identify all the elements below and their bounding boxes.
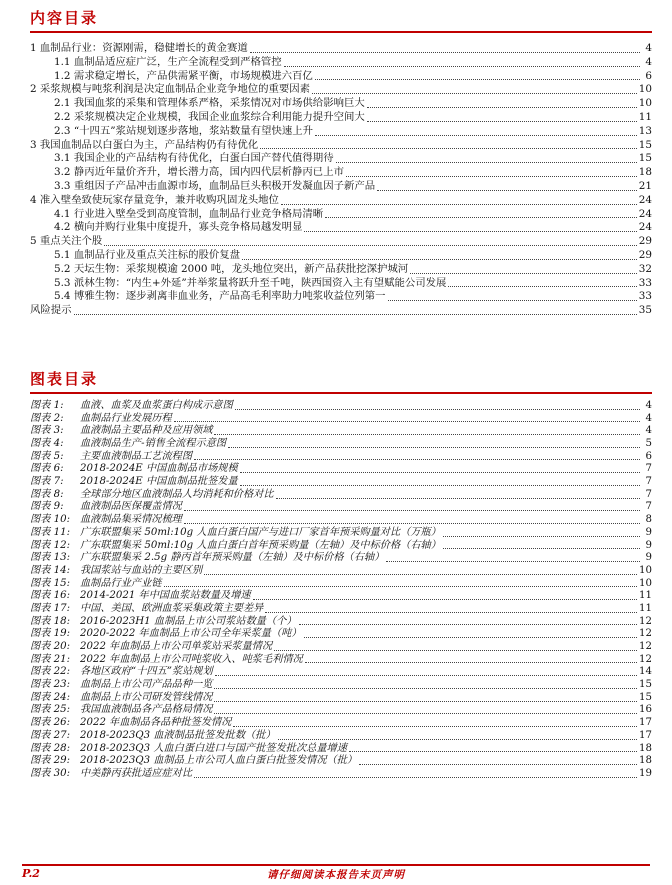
figure-entry-page: 9 bbox=[645, 552, 652, 564]
toc-entry-page: 24 bbox=[638, 207, 652, 220]
figure-entry-label: 图表 21: bbox=[30, 653, 71, 665]
figure-entry-leader-dots bbox=[274, 650, 637, 651]
toc-entry-leader-dots bbox=[250, 52, 640, 53]
figure-entry-page: 7 bbox=[645, 488, 652, 500]
toc-entry-page: 33 bbox=[638, 276, 652, 289]
toc-entry[interactable] bbox=[30, 194, 652, 208]
figure-entry[interactable] bbox=[30, 476, 652, 489]
figure-entry[interactable] bbox=[30, 730, 652, 743]
toc-entry-page: 10 bbox=[638, 83, 652, 96]
toc-entry-page: 24 bbox=[638, 221, 652, 234]
figure-entry[interactable] bbox=[30, 438, 652, 451]
toc-entry-text: 3.2 静丙近年量价齐升，增长潜力高，国内四代层析静丙已上市 bbox=[54, 166, 344, 179]
toc-entry-page: 29 bbox=[638, 248, 652, 261]
figure-entry-page: 7 bbox=[645, 463, 652, 475]
toc-entry-leader-dots bbox=[284, 66, 640, 67]
figure-entry-text: 2022 年血制品上市公司吨浆收入、吨浆毛利情况 bbox=[80, 653, 303, 665]
toc-entry-page: 15 bbox=[638, 152, 652, 165]
figure-entry-page: 14 bbox=[639, 666, 652, 678]
figure-entry-text: 血制品上市公司研发管线情况 bbox=[80, 691, 213, 703]
toc-entry[interactable] bbox=[30, 277, 652, 291]
figure-entry-text: 2018-2023Q3 血液制品批签发批数（批） bbox=[80, 729, 276, 741]
figure-entry[interactable] bbox=[30, 540, 652, 553]
toc-entry-text: 3.3 重组因子产品冲击血源市场，血制品巨头积极开发凝血因子新产品 bbox=[54, 179, 376, 192]
toc-entry[interactable] bbox=[30, 70, 652, 84]
toc-entry-leader-dots bbox=[377, 190, 637, 191]
toc-entry-page: 6 bbox=[645, 69, 652, 82]
figure-entry[interactable] bbox=[30, 603, 652, 616]
figure-entry-text: 广东联盟集采 50ml:10g 人血白蛋白国产与进口厂家首年预采购量对比（万瓶） bbox=[80, 526, 441, 538]
figure-entry-leader-dots bbox=[164, 586, 638, 587]
figure-entry-text: 各地区政府“十四五”浆站规划 bbox=[80, 666, 213, 678]
toc-entry-page: 18 bbox=[638, 166, 652, 179]
figure-entry-text: 2022 年血制品上市公司单浆站采浆量情况 bbox=[80, 641, 273, 653]
toc-entry[interactable] bbox=[30, 83, 652, 97]
figure-entry-label: 图表 5: bbox=[30, 450, 64, 462]
toc-entry-page: 32 bbox=[638, 262, 652, 275]
figure-entry-label: 图表 24: bbox=[30, 691, 71, 703]
figure-entry-leader-dots bbox=[304, 637, 637, 638]
figure-entry-page: 19 bbox=[639, 767, 652, 779]
figure-entry-text: 2014-2021 年中国血浆站数量及增速 bbox=[80, 590, 251, 602]
toc-entry-page: 13 bbox=[638, 124, 652, 137]
toc-entry-text: 3 我国血制品以白蛋白为主，产品结构仍有待优化 bbox=[30, 138, 259, 151]
figure-entry[interactable] bbox=[30, 755, 652, 768]
figure-entry-page: 18 bbox=[639, 742, 652, 754]
toc-entry-leader-dots bbox=[346, 176, 637, 177]
toc-entry-text: 5.2 天坛生物：采浆规模逾 2000 吨，龙头地位突出，新产品获批挖深护城河 bbox=[54, 262, 409, 275]
figure-entry-text: 2018-2024E 中国血制品市场规模 bbox=[80, 463, 238, 475]
figure-entry-text: 2018-2024E 中国血制品批签发量 bbox=[80, 476, 238, 488]
toc-entry-text: 2.3 “十四五”浆站规划逐步落地，浆站数量有望快速上升 bbox=[54, 124, 314, 137]
figure-entry-leader-dots bbox=[359, 764, 637, 765]
figure-entry-label: 图表 28: bbox=[30, 742, 71, 754]
toc-entry-text: 4.2 横向并购行业集中度提升，寡头竞争格局越发明显 bbox=[54, 221, 303, 234]
figure-entry-label: 图表 13: bbox=[30, 552, 71, 564]
figure-entry-text: 主要血液制品工艺流程图 bbox=[80, 450, 193, 462]
toc-entry-page: 33 bbox=[638, 290, 652, 303]
figure-entry-page: 4 bbox=[645, 399, 652, 411]
figure-entry-label: 图表 18: bbox=[30, 615, 71, 627]
figure-entry-label: 图表 23: bbox=[30, 679, 71, 691]
toc-entry-page: 15 bbox=[638, 138, 652, 151]
toc-entry-leader-dots bbox=[304, 231, 636, 232]
figure-entry-leader-dots bbox=[299, 624, 638, 625]
toc-entry-leader-dots bbox=[367, 121, 637, 122]
figure-entry-page: 7 bbox=[645, 501, 652, 513]
figure-entry-leader-dots bbox=[276, 498, 640, 499]
figure-entry-leader-dots bbox=[253, 599, 637, 600]
toc-entry-leader-dots bbox=[388, 300, 637, 301]
figure-entry-label: 图表 26: bbox=[30, 717, 71, 729]
figure-entry-text: 中美静丙获批适应症对比 bbox=[80, 767, 193, 779]
figure-entry-label: 图表 2: bbox=[30, 412, 64, 424]
figure-entry-page: 9 bbox=[645, 526, 652, 538]
figure-entry[interactable] bbox=[30, 768, 652, 781]
toc-entry-text: 5.4 博雅生物：逐步剥离非血业务，产品高毛利率助力吨浆收益位列第一 bbox=[54, 290, 386, 303]
toc-entry-leader-dots bbox=[242, 259, 637, 260]
figure-entry-text: 我国血液制品各产品格局情况 bbox=[80, 704, 213, 716]
figure-entry-leader-dots bbox=[214, 688, 637, 689]
figure-entry-page: 12 bbox=[639, 641, 652, 653]
figure-entry[interactable] bbox=[30, 578, 652, 591]
footer-rule bbox=[22, 864, 650, 866]
figure-entry[interactable] bbox=[30, 502, 652, 515]
figure-entry-leader-dots bbox=[349, 751, 637, 752]
figure-entry-text: 我国浆站与血站的主要区别 bbox=[80, 564, 203, 576]
figure-entry-text: 2016-2023H1 血制品上市公司浆站数量（个） bbox=[80, 615, 297, 627]
toc-entry-leader-dots bbox=[448, 286, 636, 287]
footer-page-number: P.2 bbox=[22, 867, 40, 880]
figure-entry[interactable] bbox=[30, 463, 652, 476]
toc-entry-text: 1.2 需求稳定增长，产品供需紧平衡，市场规模进六百亿 bbox=[54, 69, 313, 82]
figure-entry-label: 图表 22: bbox=[30, 666, 71, 678]
toc-entry[interactable] bbox=[30, 180, 652, 194]
figure-entry-label: 图表 17: bbox=[30, 602, 71, 614]
figure-entry-leader-dots bbox=[240, 472, 640, 473]
toc-entry[interactable] bbox=[30, 139, 652, 153]
toc-entry-text: 2.1 我国血浆的采集和管理体系严格，采浆情况对市场供给影响巨大 bbox=[54, 97, 365, 110]
figure-entry-text: 血液制品主要品种及应用领域 bbox=[80, 425, 213, 437]
figure-entry-text: 血制品行业产业链 bbox=[80, 577, 162, 589]
toc-list bbox=[30, 42, 652, 318]
figure-entry-page: 7 bbox=[645, 476, 652, 488]
toc-entry[interactable] bbox=[30, 42, 652, 56]
figure-entry-page: 16 bbox=[639, 704, 652, 716]
figure-entry[interactable] bbox=[30, 413, 652, 426]
figures-title-rule bbox=[30, 392, 652, 394]
figure-entry-label: 图表 7: bbox=[30, 476, 64, 488]
figure-entry[interactable] bbox=[30, 489, 652, 502]
figures-title: 图表目录 bbox=[30, 370, 99, 388]
toc-entry-page: 4 bbox=[645, 42, 652, 54]
figure-entry-label: 图表 10: bbox=[30, 514, 71, 526]
toc-entry-text: 5.3 派林生物：“内生+外延”并举浆量将跃升至千吨，陕西国资入主有望赋能公司发展 bbox=[54, 276, 447, 289]
figure-entry-text: 血液制品医保覆盖情况 bbox=[80, 501, 182, 513]
toc-entry-page: 11 bbox=[638, 110, 652, 123]
figure-entry-label: 图表 27: bbox=[30, 729, 71, 741]
toc-entry[interactable] bbox=[30, 125, 652, 139]
figure-entry-leader-dots bbox=[214, 713, 637, 714]
figure-entry-leader-dots bbox=[214, 701, 637, 702]
toc-entry-page: 35 bbox=[638, 304, 652, 317]
figure-entry-page: 6 bbox=[645, 450, 652, 462]
figure-entry-text: 2018-2023Q3 人血白蛋白进口与国产批签发批次总量增速 bbox=[80, 742, 347, 754]
figure-entry-text: 全球部分地区血液制品人均消耗和价格对比 bbox=[80, 488, 274, 500]
toc-entry-leader-dots bbox=[367, 107, 637, 108]
toc-entry-page: 21 bbox=[638, 179, 652, 192]
figure-entry-page: 17 bbox=[639, 729, 652, 741]
toc-entry-text: 4.1 行业进入壁垒受到高度管制，血制品行业竞争格局清晰 bbox=[54, 207, 324, 220]
figure-entry-label: 图表 6: bbox=[30, 463, 64, 475]
figure-entry-page: 12 bbox=[639, 653, 652, 665]
figure-entry-text: 血液、血浆及血浆蛋白构成示意图 bbox=[80, 399, 233, 411]
figure-entry-leader-dots bbox=[194, 459, 640, 460]
toc-entry-text: 4 准入壁垒致使玩家存量竞争，兼并收购巩固龙头地位 bbox=[30, 193, 279, 206]
figure-entry-text: 2022 年血制品各品种批签发情况 bbox=[80, 717, 232, 729]
figure-entry-page: 4 bbox=[645, 412, 652, 424]
toc-entry-text: 2 采浆规模与吨浆利润是决定血制品企业竞争地位的重要因素 bbox=[30, 83, 311, 96]
toc-entry[interactable] bbox=[30, 263, 652, 277]
figure-entry-leader-dots bbox=[443, 548, 640, 549]
figure-entry[interactable] bbox=[30, 451, 652, 464]
figure-entry-leader-dots bbox=[235, 409, 640, 410]
figure-entry-text: 广东联盟集采 50ml:10g 人血白蛋白首年预采购量（左轴）及中标价格（右轴） bbox=[80, 539, 441, 551]
figure-entry-text: 血液制品集采情况梳理 bbox=[80, 514, 182, 526]
figure-entry-page: 17 bbox=[639, 717, 652, 729]
toc-entry[interactable] bbox=[30, 235, 652, 249]
figure-entry-leader-dots bbox=[204, 574, 637, 575]
toc-entry-leader-dots bbox=[315, 79, 640, 80]
toc-title: 内容目录 bbox=[30, 9, 99, 27]
figure-entry-leader-dots bbox=[228, 447, 640, 448]
toc-entry[interactable] bbox=[30, 304, 652, 318]
figure-entry-leader-dots bbox=[386, 561, 640, 562]
toc-entry-page: 24 bbox=[638, 193, 652, 206]
figure-entry[interactable] bbox=[30, 654, 652, 667]
figure-entry[interactable] bbox=[30, 641, 652, 654]
figure-entry-text: 血液制品生产-销售全流程示意图 bbox=[80, 438, 227, 450]
figure-entry-label: 图表 8: bbox=[30, 488, 64, 500]
figure-entry[interactable] bbox=[30, 679, 652, 692]
figure-entry-page: 15 bbox=[639, 691, 652, 703]
figure-entry[interactable] bbox=[30, 628, 652, 641]
toc-entry-page: 4 bbox=[645, 55, 652, 68]
figure-entry-leader-dots bbox=[233, 726, 637, 727]
figure-entry-leader-dots bbox=[305, 662, 637, 663]
figure-entry-page: 5 bbox=[645, 438, 652, 450]
figure-entry-leader-dots bbox=[443, 536, 640, 537]
figure-entry-leader-dots bbox=[174, 421, 640, 422]
figure-entry-leader-dots bbox=[184, 510, 640, 511]
toc-entry[interactable] bbox=[30, 111, 652, 125]
figures-list bbox=[30, 400, 652, 781]
toc-entry-page: 10 bbox=[638, 97, 652, 110]
figure-entry-page: 18 bbox=[639, 755, 652, 767]
figure-entry[interactable] bbox=[30, 705, 652, 718]
figure-entry-leader-dots bbox=[265, 612, 637, 613]
toc-entry-text: 5.1 血制品行业及重点关注标的股价复盘 bbox=[54, 248, 241, 261]
figure-entry-page: 12 bbox=[639, 628, 652, 640]
figure-entry-text: 广东联盟集采 2.5g 静丙首年预采购量（左轴）及中标价格（右轴） bbox=[80, 552, 385, 564]
toc-entry-text: 2.2 采浆规模决定企业规模，我国企业血浆综合利用能力提升空间大 bbox=[54, 110, 365, 123]
figure-entry[interactable] bbox=[30, 527, 652, 540]
figure-entry-leader-dots bbox=[214, 434, 640, 435]
figure-entry[interactable] bbox=[30, 717, 652, 730]
figure-entry-leader-dots bbox=[184, 523, 640, 524]
figure-entry-page: 8 bbox=[645, 514, 652, 526]
figure-entry-leader-dots bbox=[240, 485, 640, 486]
figure-entry-label: 图表 4: bbox=[30, 438, 64, 450]
figure-entry-page: 12 bbox=[639, 615, 652, 627]
figure-entry-text: 2018-2023Q3 血制品上市公司人血白蛋白批签发情况（批） bbox=[80, 755, 358, 767]
figure-entry-page: 11 bbox=[639, 590, 652, 602]
toc-entry-text: 5 重点关注个股 bbox=[30, 235, 103, 248]
toc-entry-leader-dots bbox=[312, 93, 637, 94]
figure-entry-page: 11 bbox=[639, 602, 652, 614]
figure-entry-label: 图表 12: bbox=[30, 539, 71, 551]
figure-entry-label: 图表 1: bbox=[30, 399, 64, 411]
toc-entry[interactable] bbox=[30, 221, 652, 235]
figure-entry-text: 血制品上市公司产品品种一览 bbox=[80, 679, 213, 691]
toc-entry-leader-dots bbox=[104, 245, 637, 246]
toc-entry-leader-dots bbox=[410, 273, 637, 274]
figure-entry[interactable] bbox=[30, 552, 652, 565]
figure-entry-label: 图表 15: bbox=[30, 577, 71, 589]
figure-entry[interactable] bbox=[30, 616, 652, 629]
figure-entry-text: 中国、美国、欧洲血浆采集政策主要差异 bbox=[80, 602, 264, 614]
figure-entry-label: 图表 29: bbox=[30, 755, 71, 767]
figure-entry[interactable] bbox=[30, 743, 652, 756]
toc-entry-text: 风险提示 bbox=[30, 304, 72, 317]
figure-entry-label: 图表 16: bbox=[30, 590, 71, 602]
figure-entry-text: 2020-2022 年血制品上市公司全年采浆量（吨） bbox=[80, 628, 302, 640]
figure-entry[interactable] bbox=[30, 514, 652, 527]
toc-entry[interactable] bbox=[30, 56, 652, 70]
figure-entry-label: 图表 30: bbox=[30, 767, 71, 779]
figure-entry-page: 9 bbox=[645, 539, 652, 551]
figure-entry-label: 图表 25: bbox=[30, 704, 71, 716]
figure-entry-page: 4 bbox=[645, 425, 652, 437]
toc-entry-page: 29 bbox=[638, 235, 652, 248]
toc-entry-leader-dots bbox=[74, 314, 637, 315]
figure-entry[interactable] bbox=[30, 692, 652, 705]
toc-entry[interactable] bbox=[30, 166, 652, 180]
figure-entry-leader-dots bbox=[194, 777, 637, 778]
figure-entry-page: 10 bbox=[639, 577, 652, 589]
toc-entry[interactable] bbox=[30, 249, 652, 263]
toc-entry-leader-dots bbox=[325, 217, 637, 218]
toc-entry-text: 1 血制品行业：资源刚需，稳健增长的黄金赛道 bbox=[30, 42, 248, 54]
toc-entry-text: 1.1 血制品适应症广泛，生产全流程受到严格管控 bbox=[54, 55, 282, 68]
toc-entry-leader-dots bbox=[260, 148, 637, 149]
figure-entry-leader-dots bbox=[215, 675, 637, 676]
toc-entry-leader-dots bbox=[315, 135, 637, 136]
figure-entry[interactable] bbox=[30, 565, 652, 578]
figure-entry-leader-dots bbox=[278, 739, 637, 740]
figure-entry[interactable] bbox=[30, 666, 652, 679]
toc-entry[interactable] bbox=[30, 290, 652, 304]
figure-entry-page: 15 bbox=[639, 679, 652, 691]
toc-entry-leader-dots bbox=[281, 204, 637, 205]
figure-entry[interactable] bbox=[30, 425, 652, 438]
figure-entry-label: 图表 14: bbox=[30, 564, 71, 576]
toc-entry[interactable] bbox=[30, 97, 652, 111]
figure-entry-page: 10 bbox=[639, 564, 652, 576]
figure-entry-label: 图表 20: bbox=[30, 641, 71, 653]
toc-entry-text: 3.1 我国企业的产品结构有待优化，白蛋白国产替代值得期待 bbox=[54, 152, 334, 165]
figure-entry-text: 血制品行业发展历程 bbox=[80, 412, 172, 424]
figure-entry[interactable] bbox=[30, 590, 652, 603]
figure-entry-label: 图表 11: bbox=[30, 526, 71, 538]
figure-entry-label: 图表 19: bbox=[30, 628, 71, 640]
toc-title-rule bbox=[30, 31, 652, 33]
toc-entry-leader-dots bbox=[336, 162, 637, 163]
figure-entry-label: 图表 9: bbox=[30, 501, 64, 513]
footer-disclaimer-note: 请仔细阅读本报告末页声明 bbox=[267, 869, 405, 881]
toc-entry[interactable] bbox=[30, 208, 652, 222]
figure-entry[interactable] bbox=[30, 400, 652, 413]
figure-entry-label: 图表 3: bbox=[30, 425, 64, 437]
toc-entry[interactable] bbox=[30, 152, 652, 166]
